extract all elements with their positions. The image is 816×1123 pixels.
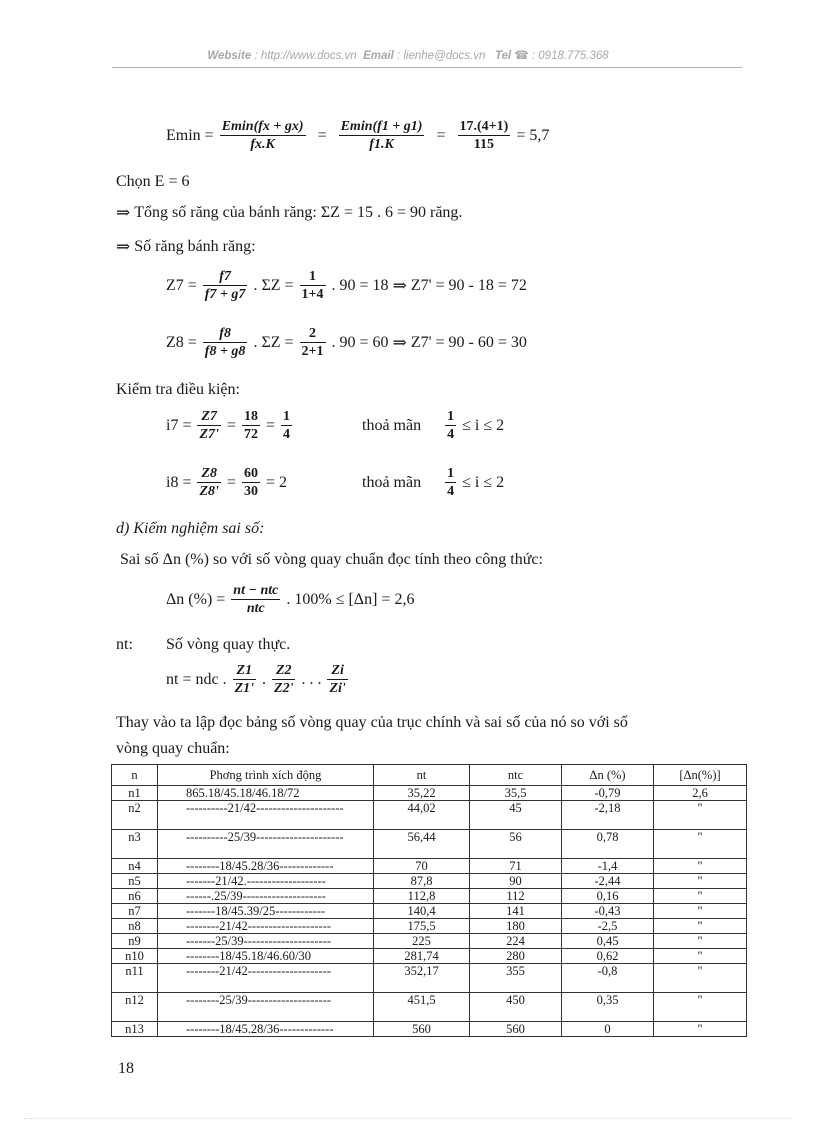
cell-equation: ------.25/39-------------------- <box>158 889 374 904</box>
table-row <box>112 1022 747 1037</box>
cell-equation: --------18/45.28/36------------- <box>158 1022 374 1037</box>
column-header: [Δn(%)] <box>654 765 747 786</box>
cell-nt: 281,74 <box>374 949 470 964</box>
page-number: 18 <box>118 1060 134 1077</box>
table-intro-line-1: Thay vào ta lập đọc bảng số vòng quay của trục chính và sai số của nó so với số <box>116 714 628 731</box>
cell-n: n12 <box>112 993 158 1022</box>
cell-limit: " <box>654 874 747 889</box>
nt-label: nt: <box>116 636 133 653</box>
emin-fraction-1: $\frac{Emin(fx + gx)}{fx.K}$ <box>221 119 304 152</box>
cell-limit: " <box>654 801 747 830</box>
cell-delta: 0,16 <box>562 889 654 904</box>
table-row <box>112 904 747 919</box>
tel-label: Tel ☎ <box>494 50 529 62</box>
cell-ntc: 224 <box>470 934 562 949</box>
cell-ntc: 180 <box>470 919 562 934</box>
i8-formula: i8 = $\frac{Z8}{Z8'}$ = $\frac{60}{30}$ = 2 <box>166 466 287 499</box>
website-label: Website <box>207 50 252 62</box>
cell-n: n6 <box>112 889 158 904</box>
z8-formula: Z8 = $\frac{f8}{f8 + g8}$ . ΣZ = $\frac{2}{2+1}$ . 90 = 60 ⇒ Z7' = 90 - 60 = 30 <box>166 326 527 359</box>
check-heading: Kiểm tra điều kiện: <box>116 381 240 398</box>
cell-n: n1 <box>112 786 158 801</box>
cell-limit: " <box>654 859 747 874</box>
cell-ntc: 90 <box>470 874 562 889</box>
cell-delta: -2,5 <box>562 919 654 934</box>
i8-condition: thoả mãn $\frac{1}{4}$ ≤ i ≤ 2 <box>362 466 505 499</box>
table-row <box>112 874 747 889</box>
emin-result: = 5,7 <box>516 126 550 144</box>
column-header: Δn (%) <box>562 765 654 786</box>
cell-delta: 0,35 <box>562 993 654 1022</box>
cell-delta: -0,8 <box>562 964 654 993</box>
emin-lhs: Emin = <box>166 126 214 144</box>
cell-ntc: 141 <box>470 904 562 919</box>
teeth-heading-line <box>116 237 256 257</box>
column-header: n <box>112 765 158 786</box>
table-row <box>112 993 747 1022</box>
table-intro-line-2: vòng quay chuẩn: <box>116 740 230 757</box>
nt-formula: nt = ndc . $\frac{Z1}{Z1'}$ . $\frac{Z2}{Z2'}$ . . . $\frac{Zi}{Zi'}$ <box>166 663 346 696</box>
cell-nt: 112,8 <box>374 889 470 904</box>
cell-delta: 0,45 <box>562 934 654 949</box>
cell-equation: --------21/42-------------------- <box>158 964 374 993</box>
cell-limit: 2,6 <box>654 786 747 801</box>
z8-value-fraction: $\frac{2}{2+1}$ <box>301 326 324 359</box>
cell-delta: -2,18 <box>562 801 654 830</box>
table-row <box>112 786 747 801</box>
implies-arrow-icon: ⇒ <box>116 237 131 256</box>
cell-equation: ----------21/42--------------------- <box>158 801 374 830</box>
cell-limit: " <box>654 889 747 904</box>
tel-value: : 0918.775.368 <box>531 50 609 62</box>
cell-ntc: 280 <box>470 949 562 964</box>
z7-value-fraction: $\frac{1}{1+4}$ <box>301 269 324 302</box>
i7-condition: thoả mãn $\frac{1}{4}$ ≤ i ≤ 2 <box>362 409 505 442</box>
cell-n: n5 <box>112 874 158 889</box>
cell-nt: 140,4 <box>374 904 470 919</box>
z7-ratio-fraction: $\frac{f7}{f7 + g7}$ <box>204 269 246 302</box>
cell-equation: -------21/42.------------------- <box>158 874 374 889</box>
footer-divider <box>24 1118 792 1119</box>
i7-formula: i7 = $\frac{Z7}{Z7'}$ = $\frac{18}{72}$ = $\frac{1}{4}$ <box>166 409 290 442</box>
cell-delta: -2,44 <box>562 874 654 889</box>
cell-equation: --------21/42-------------------- <box>158 919 374 934</box>
table-header-row <box>112 765 747 786</box>
cell-equation: ----------25/39--------------------- <box>158 830 374 859</box>
implies-arrow-icon: ⇒ <box>392 332 407 352</box>
cell-nt: 56,44 <box>374 830 470 859</box>
table-row <box>112 801 747 830</box>
cell-ntc: 560 <box>470 1022 562 1037</box>
cell-limit: " <box>654 993 747 1022</box>
website-value: : http://www.docs.vn <box>254 50 357 62</box>
cell-limit: " <box>654 919 747 934</box>
z7-formula: Z7 = $\frac{f7}{f7 + g7}$ . ΣZ = $\frac{1}{1+4}$ . 90 = 18 ⇒ Z7' = 90 - 18 = 72 <box>166 269 527 302</box>
cell-equation: --------25/39-------------------- <box>158 993 374 1022</box>
total-teeth-line <box>116 203 462 223</box>
cell-delta: -0,43 <box>562 904 654 919</box>
cell-n: n13 <box>112 1022 158 1037</box>
cell-nt: 560 <box>374 1022 470 1037</box>
cell-nt: 87,8 <box>374 874 470 889</box>
page-header <box>0 48 816 62</box>
table-row <box>112 889 747 904</box>
emin-formula: Emin = $\frac{Emin(fx + gx)}{fx.K}$ = $\frac{Emin(f1 + g1)}{f1.K}$ = $\frac{17.(4+1)}{115}$ = 5,7 <box>166 119 550 152</box>
total-teeth-text: Tổng số răng của bánh răng: ΣZ = 15 . 6 = 90 răng. <box>134 204 463 221</box>
table-row <box>112 859 747 874</box>
email-value: : lienhe@docs.vn <box>396 50 486 62</box>
header-divider <box>112 67 742 68</box>
cell-ntc: 56 <box>470 830 562 859</box>
cell-delta: -1,4 <box>562 859 654 874</box>
column-header: nt <box>374 765 470 786</box>
cell-ntc: 450 <box>470 993 562 1022</box>
nt-description: Số vòng quay thực. <box>166 636 291 653</box>
cell-delta: 0,62 <box>562 949 654 964</box>
cell-n: n8 <box>112 919 158 934</box>
choose-e: Chọn E = 6 <box>116 173 190 190</box>
cell-ntc: 112 <box>470 889 562 904</box>
cell-ntc: 71 <box>470 859 562 874</box>
cell-n: n7 <box>112 904 158 919</box>
cell-nt: 225 <box>374 934 470 949</box>
cell-ntc: 45 <box>470 801 562 830</box>
cell-delta: -0,79 <box>562 786 654 801</box>
cell-limit: " <box>654 949 747 964</box>
cell-nt: 175,5 <box>374 919 470 934</box>
column-header: ntc <box>470 765 562 786</box>
speed-table <box>111 764 747 1037</box>
cell-limit: " <box>654 1022 747 1037</box>
table-row <box>112 934 747 949</box>
cell-delta: 0 <box>562 1022 654 1037</box>
error-intro: Sai số Δn (%) so với số vòng quay chuẩn đọc tính theo công thức: <box>120 551 543 568</box>
cell-n: n9 <box>112 934 158 949</box>
cell-n: n3 <box>112 830 158 859</box>
cell-n: n11 <box>112 964 158 993</box>
cell-limit: " <box>654 830 747 859</box>
cell-equation: --------18/45.28/36------------- <box>158 859 374 874</box>
column-header: Phơng trình xích động <box>158 765 374 786</box>
cell-nt: 70 <box>374 859 470 874</box>
table-row <box>112 964 747 993</box>
table-row <box>112 919 747 934</box>
cell-equation: -------25/39--------------------- <box>158 934 374 949</box>
cell-nt: 35,22 <box>374 786 470 801</box>
cell-limit: " <box>654 964 747 993</box>
emin-fraction-3: $\frac{17.(4+1)}{115}$ <box>459 119 509 152</box>
table-row <box>112 949 747 964</box>
table-row <box>112 830 747 859</box>
cell-nt: 352,17 <box>374 964 470 993</box>
cell-equation: --------18/45.18/46.60/30 <box>158 949 374 964</box>
cell-nt: 451,5 <box>374 993 470 1022</box>
cell-ntc: 355 <box>470 964 562 993</box>
teeth-heading: Số răng bánh răng: <box>134 238 256 255</box>
emin-fraction-2: $\frac{Emin(f1 + g1)}{f1.K}$ <box>340 119 423 152</box>
cell-n: n2 <box>112 801 158 830</box>
z8-ratio-fraction: $\frac{f8}{f8 + g8}$ <box>204 326 246 359</box>
cell-equation: 865.18/45.18/46.18/72 <box>158 786 374 801</box>
cell-ntc: 35,5 <box>470 786 562 801</box>
implies-arrow-icon: ⇒ <box>116 203 131 222</box>
implies-arrow-icon: ⇒ <box>392 275 407 295</box>
section-heading: d) Kiểm nghiệm sai số: <box>116 520 265 537</box>
cell-limit: " <box>654 904 747 919</box>
cell-n: n4 <box>112 859 158 874</box>
email-label: Email <box>363 50 394 62</box>
cell-delta: 0,78 <box>562 830 654 859</box>
delta-formula: Δn (%) = $\frac{\text{nt − ntc}}{\text{ntc}}$ . 100% ≤ [Δn] = 2,6 <box>166 583 415 616</box>
cell-limit: " <box>654 934 747 949</box>
cell-equation: -------18/45.39/25------------ <box>158 904 374 919</box>
cell-n: n10 <box>112 949 158 964</box>
cell-nt: 44,02 <box>374 801 470 830</box>
